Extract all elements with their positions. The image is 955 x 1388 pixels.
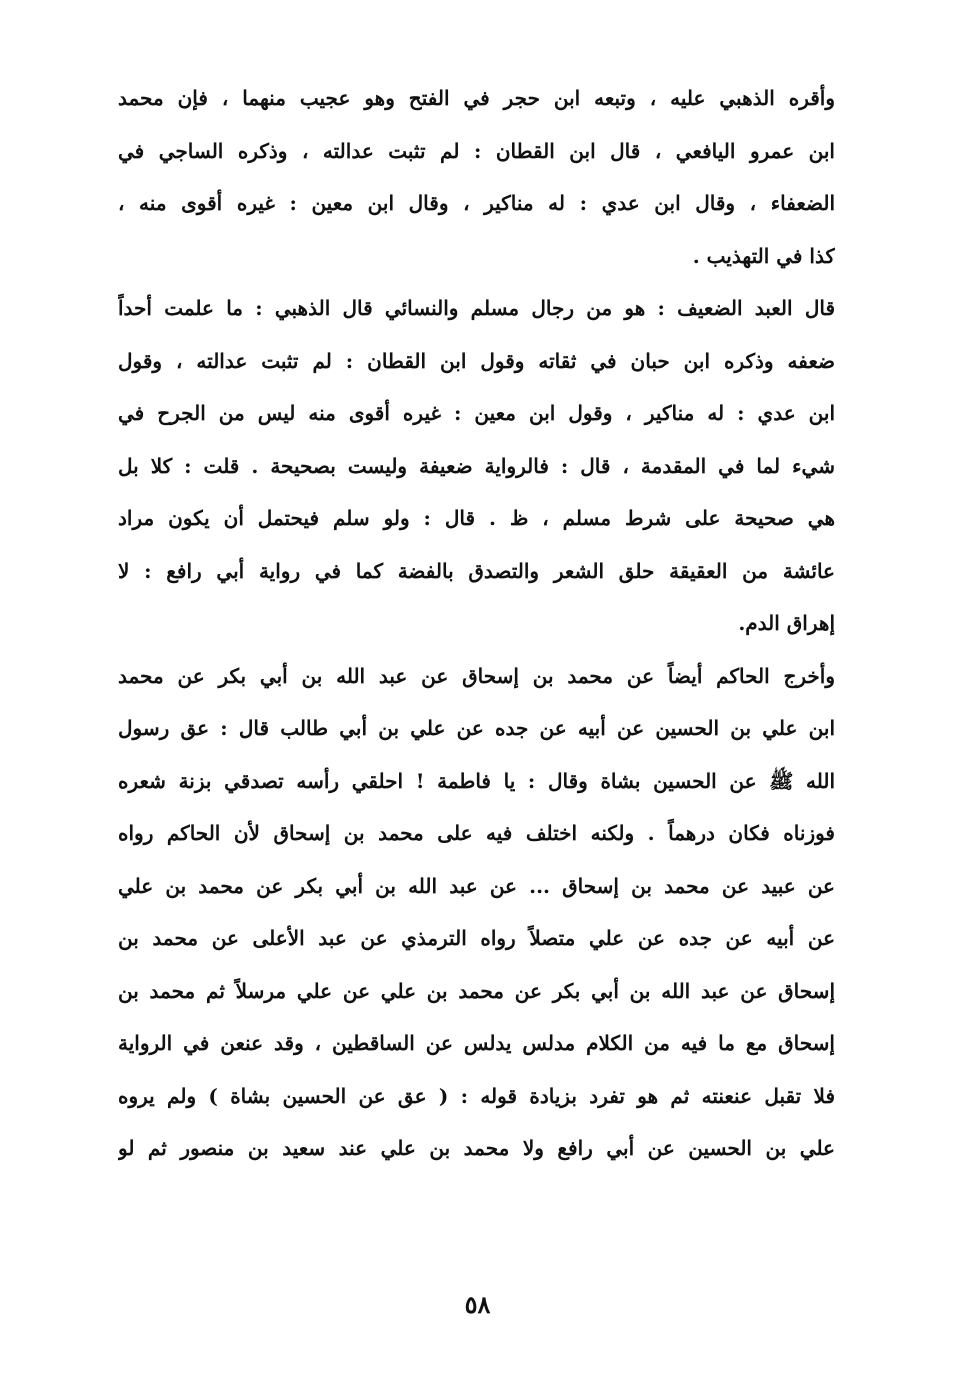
text-line: كذا في التهذيب . bbox=[692, 243, 835, 268]
paragraph-3 bbox=[118, 650, 835, 1175]
text-line: ابن علي بن الحسين عن أبيه عن جده عن علي بن أبي طالب قال : عق رسول bbox=[118, 716, 835, 740]
text-line: إهراق الدم. bbox=[738, 611, 835, 635]
text-line: عن عبيد عن محمد بن إسحاق ... عن عبد الله بن أبي بكر عن محمد بن علي bbox=[118, 873, 835, 898]
text-line: قال العبد الضعيف : هو من رجال مسلم والنسائي قال الذهبي : ما علمت أحداً bbox=[118, 296, 835, 320]
paragraph-1 bbox=[118, 72, 835, 282]
text-line: وأقره الذهبي عليه ، وتبعه ابن حجر في الفتح وهو عجيب منهما ، فإن محمد bbox=[118, 86, 835, 110]
text-line: عائشة من العقيقة حلق الشعر والتصدق بالفضة كما في رواية أبي رافع : لا bbox=[118, 558, 835, 583]
text-line: هي صحيحة على شرط مسلم ، ظ . قال : ولو سلم فيحتمل أن يكون مراد bbox=[118, 506, 835, 530]
text-line: فلا تقبل عنعنته ثم هو تفرد بزيادة قوله : ( عق عن الحسين بشاة ) ولم يروه bbox=[118, 1083, 835, 1108]
text-line: فوزناه فكان درهماً . ولكنه اختلف فيه على محمد بن إسحاق لأن الحاكم رواه bbox=[118, 821, 835, 845]
text-line: ابن عمرو اليافعي ، قال ابن القطان : لم تثبت عدالته ، وذكره الساجي في bbox=[118, 138, 835, 163]
text-line: علي بن الحسين عن أبي رافع ولا محمد بن علي عند سعيد بن منصور ثم لو bbox=[118, 1136, 835, 1160]
body-text bbox=[118, 72, 835, 1175]
text-line: شيء لما في المقدمة ، قال : فالرواية ضعيفة وليست بصحيحة . قلت : كلا بل bbox=[118, 453, 835, 478]
text-line: إسحاق مع ما فيه من الكلام مدلس يدلس عن الساقطين ، وقد عنعن في الرواية bbox=[118, 1031, 835, 1055]
text-line: ابن عدي : له مناكير ، وقول ابن معين : غيره أقوى منه ليس من الجرح في bbox=[118, 401, 835, 425]
text-line: وأخرج الحاكم أيضاً عن محمد بن إسحاق عن عبد الله بن أبي بكر عن محمد bbox=[118, 663, 835, 688]
text-line: ضعفه وذكره ابن حبان في ثقاته وقول ابن القطان : لم تثبت عدالته ، وقول bbox=[118, 348, 835, 373]
text-line: الضعفاء ، وقال ابن عدي : له مناكير ، وقال ابن معين : غيره أقوى منه ، bbox=[118, 191, 835, 215]
text-line: الله ﷺ عن الحسين بشاة وقال : يا فاطمة ! احلقي رأسه تصدقي بزنة شعره bbox=[118, 768, 835, 793]
text-line: إسحاق عن عبد الله بن أبي بكر عن محمد بن علي عن علي مرسلاً ثم محمد بن bbox=[118, 978, 835, 1003]
paragraph-2 bbox=[118, 282, 835, 650]
text-line: عن أبيه عن جده عن علي متصلاً رواه الترمذي عن عبد الأعلى عن محمد بن bbox=[118, 926, 835, 950]
page-number: ٥٨ bbox=[464, 1290, 491, 1319]
